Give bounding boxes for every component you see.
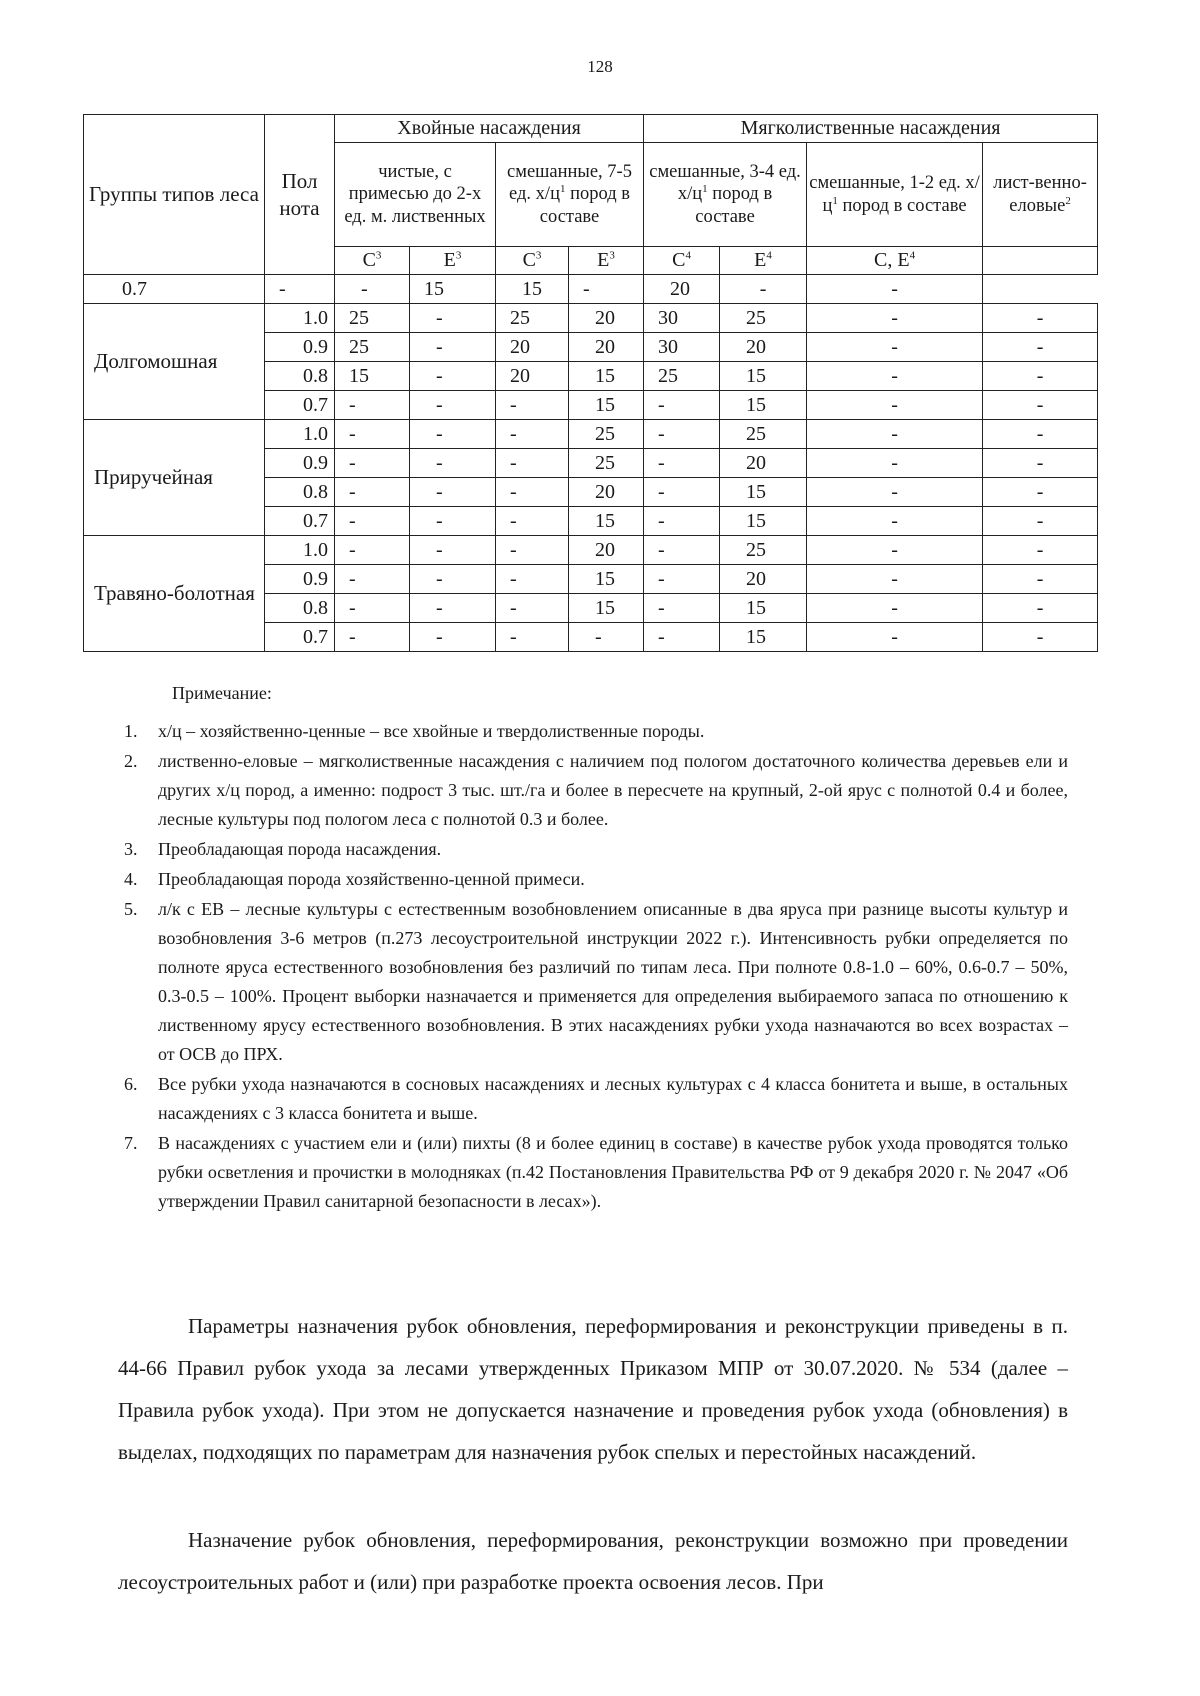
- table-cell: -: [983, 420, 1098, 449]
- header-pure: чистые, с примесью до 2-х ед. м. лиственных: [335, 143, 496, 247]
- table-cell: -: [569, 275, 644, 304]
- table-cell: -: [807, 449, 983, 478]
- table-cell: -: [807, 507, 983, 536]
- table-cell: 25: [335, 304, 410, 333]
- table-cell: -: [983, 304, 1098, 333]
- header-density: Пол нота: [265, 115, 335, 275]
- table-cell: -: [644, 391, 720, 420]
- table-cell: 20: [720, 565, 807, 594]
- table-cell: 15: [720, 478, 807, 507]
- table-cell: -: [410, 391, 496, 420]
- table-cell: 15: [720, 623, 807, 652]
- table-cell: 20: [569, 536, 644, 565]
- table-cell: -: [410, 594, 496, 623]
- table-cell: 15: [720, 362, 807, 391]
- table-cell: -: [496, 478, 569, 507]
- note-item: [118, 835, 1068, 864]
- table-cell: -: [335, 420, 410, 449]
- table-cell: -: [983, 536, 1098, 565]
- header-species: $С^3$: [496, 247, 569, 275]
- table-cell: -: [983, 333, 1098, 362]
- table-cell: 20: [569, 304, 644, 333]
- forest-group-name: Приручейная: [84, 420, 265, 536]
- table-cell: -: [644, 536, 720, 565]
- table-cell: 20: [720, 333, 807, 362]
- table-cell: -: [983, 594, 1098, 623]
- table-cell: -: [807, 362, 983, 391]
- table-cell: -: [410, 362, 496, 391]
- note-item: [118, 895, 1068, 1069]
- table-cell: -: [983, 391, 1098, 420]
- table-cell: 15: [569, 362, 644, 391]
- table-cell: -: [410, 565, 496, 594]
- table-cell: 20: [720, 449, 807, 478]
- table-cell: -: [644, 594, 720, 623]
- table-cell: -: [807, 275, 983, 304]
- paragraph-2: Назначение рубок обновления, переформирования, реконструкции возможно при проведении лесоустроительных работ и (или) при разработке проекта освоения лесов. При: [118, 1528, 1068, 1594]
- header-species: $С^4$: [644, 247, 720, 275]
- table-cell: -: [983, 507, 1098, 536]
- table-cell: -: [807, 333, 983, 362]
- table-cell: -: [496, 420, 569, 449]
- forest-group-name: Долгомошная: [84, 304, 265, 420]
- table-cell: -: [265, 275, 335, 304]
- table-cell: -: [569, 623, 644, 652]
- table-cell: -: [335, 478, 410, 507]
- note-item: [118, 717, 1068, 746]
- table-cell: -: [983, 362, 1098, 391]
- note-text: х/ц – хозяйственно-ценные – все хвойные и твердолиственные породы.: [158, 721, 705, 741]
- table-cell: 25: [496, 304, 569, 333]
- table-cell: 25: [569, 449, 644, 478]
- table-cell: -: [496, 565, 569, 594]
- table-cell: 15: [720, 391, 807, 420]
- note-number: 7.: [124, 1133, 138, 1153]
- table-cell: -: [335, 391, 410, 420]
- note-text: Преобладающая порода насаждения.: [158, 839, 442, 859]
- header-group-types: Группы типов леса: [84, 115, 265, 275]
- table-cell: 15: [720, 594, 807, 623]
- note-number: 2.: [124, 751, 138, 771]
- table-cell: 25: [720, 420, 807, 449]
- table-cell: -: [644, 449, 720, 478]
- table-cell: -: [496, 449, 569, 478]
- table-cell: -: [410, 623, 496, 652]
- table-cell: 25: [720, 304, 807, 333]
- table-cell: 20: [569, 333, 644, 362]
- table-cell: -: [983, 565, 1098, 594]
- table-cell: -: [410, 449, 496, 478]
- table-cell: 15: [496, 275, 569, 304]
- header-mixed-1-2: смешанные, 1-2 ед. $х/ц^1$ пород в составе: [807, 143, 983, 247]
- table-row: [84, 536, 1098, 565]
- table-cell: -: [807, 623, 983, 652]
- note-item: [118, 1070, 1068, 1128]
- table-cell: -: [807, 565, 983, 594]
- note-number: 4.: [124, 869, 138, 889]
- table-cell: -: [335, 507, 410, 536]
- note-item: [118, 747, 1068, 834]
- table-cell: 15: [335, 362, 410, 391]
- table-cell: 25: [335, 333, 410, 362]
- table-cell: 20: [496, 333, 569, 362]
- header-species: $Е^3$: [569, 247, 644, 275]
- density-cell: 1.0: [265, 536, 335, 565]
- table-cell: 15: [720, 507, 807, 536]
- notes-title: Примечание:: [172, 683, 272, 703]
- table-cell: 15: [569, 565, 644, 594]
- table-cell: -: [807, 594, 983, 623]
- header-species: [983, 247, 1098, 275]
- table-cell: -: [410, 536, 496, 565]
- table-cell: -: [335, 536, 410, 565]
- table-row: [84, 420, 1098, 449]
- table-cell: -: [807, 536, 983, 565]
- note-item: [118, 1129, 1068, 1216]
- table-cell: 15: [569, 594, 644, 623]
- table-cell: -: [335, 449, 410, 478]
- note-number: 6.: [124, 1074, 138, 1094]
- header-mixed-7-5: смешанные, 7-5 ед. $х/ц^1$ пород в составе: [496, 143, 644, 247]
- note-text: л/к с ЕВ – лесные культуры с естественным возобновлением описанные в два яруса при разнице высоты культур и возобновления 3-6 метров (п.273 лесоустроительной инструкции 2022 г.). Интенсивность рубки определяется по полноте яруса естественного возобновления без различий по типам леса. При полноте 0.8-1.0 – 60%, 0.6-0.7 – 50%, 0.3-0.5 – 100%. Процент выборки назначается и применяется для определения выбираемого запаса по отношению к лиственному ярусу естественного возобновления. В этих насаждениях рубки ухода назначаются во всех возрастах – от ОСВ до ПРХ.: [158, 899, 1068, 1064]
- density-cell: 0.9: [265, 333, 335, 362]
- header-softwood: Мягколиственные насаждения: [644, 115, 1098, 143]
- density-cell: 0.7: [265, 623, 335, 652]
- table-cell: 15: [569, 507, 644, 536]
- table-cell: -: [335, 623, 410, 652]
- note-number: 1.: [124, 721, 138, 741]
- table-cell: 20: [496, 362, 569, 391]
- table-cell: -: [983, 449, 1098, 478]
- note-text: Преобладающая порода хозяйственно-ценной примеси.: [158, 869, 585, 889]
- table-cell: -: [496, 594, 569, 623]
- note-text: лиственно-еловые – мягколиственные насаждения с наличием под пологом достаточного количества деревьев ели и других х/ц пород, а именно: подрост 3 тыс. шт./га и более в пересчете на крупный, 2-ой ярус с полнотой 0.4 и более, лесные культуры под пологом леса с полнотой 0.3 и более.: [158, 751, 1068, 829]
- table-cell: 15: [410, 275, 496, 304]
- table-cell: -: [496, 507, 569, 536]
- table-cell: -: [410, 420, 496, 449]
- density-cell: 0.8: [265, 478, 335, 507]
- table-cell: -: [410, 333, 496, 362]
- density-cell: 0.8: [265, 362, 335, 391]
- density-cell: 0.7: [265, 391, 335, 420]
- table-cell: -: [983, 478, 1098, 507]
- table-cell: -: [410, 507, 496, 536]
- header-species: $Е^4$: [720, 247, 807, 275]
- table-cell: -: [496, 536, 569, 565]
- table-cell: -: [496, 623, 569, 652]
- forest-group-name: Травяно-болотная: [84, 536, 265, 652]
- density-cell: 0.7: [265, 507, 335, 536]
- density-cell: 0.8: [265, 594, 335, 623]
- table-cell: 25: [569, 420, 644, 449]
- table-cell: 30: [644, 304, 720, 333]
- table-cell: -: [644, 420, 720, 449]
- note-number: 5.: [124, 899, 138, 919]
- table-cell: 15: [569, 391, 644, 420]
- density-cell: 1.0: [265, 420, 335, 449]
- density-cell: 0.9: [265, 565, 335, 594]
- header-coniferous: Хвойные насаждения: [335, 115, 644, 143]
- table-cell: -: [720, 275, 807, 304]
- header-mixed-3-4: смешанные, 3-4 ед. $х/ц^1$ пород в составе: [644, 143, 807, 247]
- table-cell: -: [644, 478, 720, 507]
- note-item: [118, 865, 1068, 894]
- table-cell: 30: [644, 333, 720, 362]
- header-species: $Е^3$: [410, 247, 496, 275]
- notes-list: [118, 717, 1068, 1217]
- header-deciduous-spruce: лист-венно-еловые$^2$: [983, 143, 1098, 247]
- table-cell: -: [807, 420, 983, 449]
- table-cell: -: [644, 623, 720, 652]
- density-cell: 1.0: [265, 304, 335, 333]
- table-cell: -: [496, 391, 569, 420]
- note-text: В насаждениях с участием ели и (или) пихты (8 и более единиц в составе) в качестве рубок ухода проводятся только рубки осветления и прочистки в молодняках (п.42 Постановления Правительства РФ от 9 декабря 2020 г. № 2047 «Об утверждении Правил санитарной безопасности в лесах»).: [158, 1133, 1068, 1211]
- header-species: С, $Е^4$: [807, 247, 983, 275]
- table-cell: -: [644, 507, 720, 536]
- density-cell: 0.9: [265, 449, 335, 478]
- page-number: 128: [587, 57, 613, 76]
- table-cell: -: [335, 275, 410, 304]
- table-cell: -: [983, 623, 1098, 652]
- table-cell: -: [410, 478, 496, 507]
- table-cell: -: [807, 391, 983, 420]
- table-cell: 20: [569, 478, 644, 507]
- note-number: 3.: [124, 839, 138, 859]
- note-text: Все рубки ухода назначаются в сосновых насаждениях и лесных культурах с 4 класса бонитета и выше, в остальных насаждениях с 3 класса бонитета и выше.: [158, 1074, 1068, 1123]
- table-cell: -: [335, 594, 410, 623]
- paragraph-1: Параметры назначения рубок обновления, переформирования и реконструкции приведены в п. 44-66 Правил рубок ухода за лесами утвержденных Приказом МПР от 30.07.2020. № 534 (далее – Правила рубок ухода). При этом не допускается назначение и проведения рубок ухода (обновления) в выделах, подходящих по параметрам для назначения рубок спелых и перестойных насаждений.: [118, 1314, 1068, 1464]
- table-cell: -: [807, 304, 983, 333]
- table-cell: 25: [720, 536, 807, 565]
- table-cell: 25: [644, 362, 720, 391]
- header-species: $С^3$: [335, 247, 410, 275]
- table-row: [84, 275, 1098, 304]
- table-row: [84, 304, 1098, 333]
- table-cell: -: [335, 565, 410, 594]
- table-cell: -: [644, 565, 720, 594]
- table-cell: -: [410, 304, 496, 333]
- table-cell: 20: [644, 275, 720, 304]
- table-cell: -: [807, 478, 983, 507]
- thinning-intensity-table: [83, 114, 1098, 652]
- density-cell: 0.7: [84, 275, 265, 304]
